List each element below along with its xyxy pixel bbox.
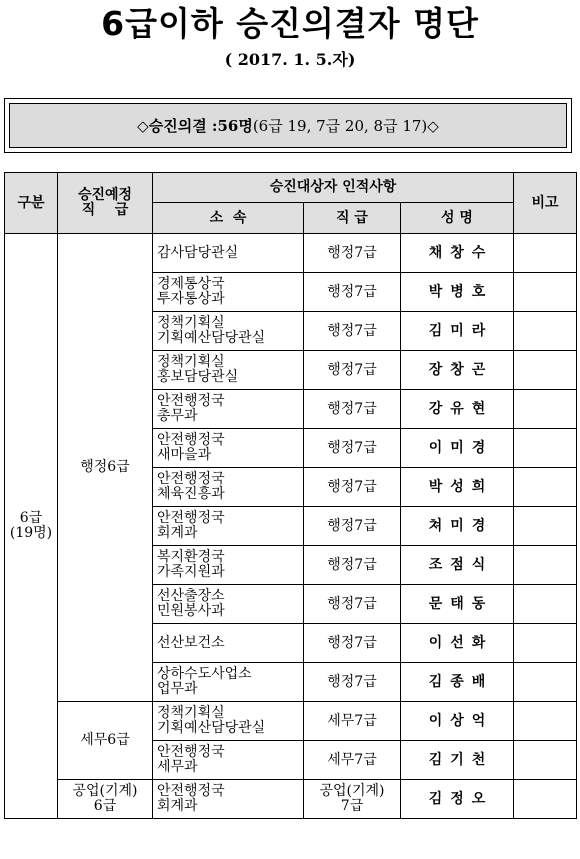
current-grade-line: 행정7급 xyxy=(327,283,377,300)
department-line: 안전행정국 xyxy=(157,432,225,448)
department-line: 체육진흥과 xyxy=(157,486,225,502)
name-cell xyxy=(401,390,514,429)
person-name: 박병호 xyxy=(428,283,494,300)
header-name: 성 명 xyxy=(401,203,514,234)
current-grade-line: 행정7급 xyxy=(327,556,377,573)
summary-box xyxy=(4,98,572,153)
department-line: 감사담당관실 xyxy=(157,245,239,261)
department-cell xyxy=(153,390,304,429)
header-target-grade-line2: 직 급 xyxy=(81,202,129,218)
department-cell xyxy=(153,351,304,390)
target-grade-line1: 공업(기계) xyxy=(72,783,138,799)
department-line: 업무과 xyxy=(157,681,198,697)
target-grade-cell xyxy=(58,702,153,780)
category-cell xyxy=(5,234,58,819)
current-grade-cell xyxy=(304,273,401,312)
department-line: 세무과 xyxy=(157,759,198,775)
name-cell xyxy=(401,624,514,663)
department-cell xyxy=(153,780,304,819)
department-line: 선산보건소 xyxy=(157,635,225,651)
department-line: 안전행정국 xyxy=(157,783,225,799)
name-cell xyxy=(401,741,514,780)
name-cell xyxy=(401,702,514,741)
remarks-cell xyxy=(514,429,577,468)
current-grade-line: 행정7급 xyxy=(327,517,377,534)
person-name: 김종배 xyxy=(428,673,494,690)
target-grade-cell xyxy=(58,780,153,819)
remarks-cell xyxy=(514,273,577,312)
department-line: 경제통상국 xyxy=(157,276,225,292)
header-candidate-info: 승진대상자 인적사항 xyxy=(153,173,514,203)
department-cell xyxy=(153,663,304,702)
department-cell xyxy=(153,234,304,273)
department-line: 기획예산담당관실 xyxy=(157,720,266,736)
person-name: 이선화 xyxy=(428,634,494,651)
current-grade-cell xyxy=(304,234,401,273)
current-grade-cell xyxy=(304,312,401,351)
person-name: 김정오 xyxy=(428,790,494,807)
department-cell xyxy=(153,273,304,312)
name-cell xyxy=(401,234,514,273)
summary-text xyxy=(9,103,567,148)
header-category: 구분 xyxy=(5,173,58,234)
current-grade-cell xyxy=(304,351,401,390)
summary-suffix: ◇ xyxy=(427,116,439,135)
name-cell xyxy=(401,312,514,351)
department-cell xyxy=(153,507,304,546)
department-line: 안전행정국 xyxy=(157,393,225,409)
summary-count: 56명 xyxy=(217,117,253,135)
remarks-cell xyxy=(514,663,577,702)
department-line: 정책기획실 xyxy=(157,315,225,331)
current-grade-cell xyxy=(304,780,401,819)
department-line: 안전행정국 xyxy=(157,744,225,760)
effective-date: ( 2017. 1. 5.자) xyxy=(224,50,356,69)
department-cell xyxy=(153,585,304,624)
current-grade-cell xyxy=(304,429,401,468)
current-grade-line: 행정7급 xyxy=(327,634,377,651)
remarks-cell xyxy=(514,507,577,546)
person-name: 문태동 xyxy=(428,595,494,612)
name-cell xyxy=(401,468,514,507)
current-grade-cell xyxy=(304,468,401,507)
person-name: 김기천 xyxy=(428,751,494,768)
department-line: 복지환경국 xyxy=(157,549,225,565)
department-line: 민원봉사과 xyxy=(157,603,225,619)
department-line: 가족지원과 xyxy=(157,564,225,580)
remarks-cell xyxy=(514,468,577,507)
department-line: 정책기획실 xyxy=(157,354,225,370)
remarks-cell xyxy=(514,234,577,273)
summary-breakdown: (6급 19, 7급 20, 8급 17) xyxy=(252,117,428,135)
department-line: 안전행정국 xyxy=(157,471,225,487)
department-cell xyxy=(153,702,304,741)
current-grade-cell xyxy=(304,390,401,429)
remarks-cell xyxy=(514,390,577,429)
person-name: 강유현 xyxy=(428,400,494,417)
table-row xyxy=(5,234,577,273)
header-remarks: 비고 xyxy=(514,173,577,234)
department-cell xyxy=(153,429,304,468)
remarks-cell xyxy=(514,351,577,390)
person-name: 이상억 xyxy=(428,712,494,729)
current-grade-line: 행정7급 xyxy=(327,478,377,495)
name-cell xyxy=(401,351,514,390)
person-name: 채창수 xyxy=(428,244,494,261)
current-grade-line: 행정7급 xyxy=(327,361,377,378)
department-line: 정책기획실 xyxy=(157,705,225,721)
target-grade-cell xyxy=(58,234,153,702)
summary-prefix: ◇ xyxy=(137,116,149,135)
category-line1: 6급 xyxy=(19,510,43,526)
person-name: 이미경 xyxy=(428,439,494,456)
current-grade-line: 세무7급 xyxy=(327,751,377,768)
current-grade-line: 행정7급 xyxy=(327,673,377,690)
current-grade-line: 행정7급 xyxy=(327,595,377,612)
current-grade-line: 행정7급 xyxy=(327,244,377,261)
department-line: 투자통상과 xyxy=(157,291,225,307)
name-cell xyxy=(401,429,514,468)
person-name: 조점식 xyxy=(428,556,494,573)
remarks-cell xyxy=(514,780,577,819)
header-department: 소 속 xyxy=(153,203,304,234)
remarks-cell xyxy=(514,741,577,780)
current-grade-line: 공업(기계) xyxy=(319,783,385,799)
header-row-top xyxy=(5,173,577,203)
remarks-cell xyxy=(514,624,577,663)
category-line2: (19명) xyxy=(9,525,53,541)
current-grade-cell xyxy=(304,663,401,702)
target-grade-label: 행정6급 xyxy=(80,459,130,475)
department-cell xyxy=(153,624,304,663)
department-line: 상하수도사업소 xyxy=(157,666,252,682)
remarks-cell xyxy=(514,312,577,351)
department-cell xyxy=(153,312,304,351)
target-grade-line2: 6급 xyxy=(93,798,117,814)
remarks-cell xyxy=(514,702,577,741)
current-grade-cell xyxy=(304,624,401,663)
department-line: 회계과 xyxy=(157,525,198,541)
department-line: 기획예산담당관실 xyxy=(157,330,266,346)
name-cell xyxy=(401,546,514,585)
header-target-grade xyxy=(58,173,153,234)
department-line: 회계과 xyxy=(157,798,198,814)
document-title: 6급이하 승진의결자 명단 xyxy=(101,4,479,43)
header-target-grade-line1: 승진예정 xyxy=(77,187,133,203)
name-cell xyxy=(401,585,514,624)
department-cell xyxy=(153,741,304,780)
name-cell xyxy=(401,663,514,702)
current-grade-line: 7급 xyxy=(340,798,364,814)
person-name: 박성희 xyxy=(428,478,494,495)
current-grade-cell xyxy=(304,741,401,780)
current-grade-cell xyxy=(304,507,401,546)
person-name: 쳐미경 xyxy=(428,517,494,534)
remarks-cell xyxy=(514,546,577,585)
department-line: 선산출장소 xyxy=(157,588,225,604)
name-cell xyxy=(401,507,514,546)
current-grade-cell xyxy=(304,585,401,624)
department-line: 안전행정국 xyxy=(157,510,225,526)
target-grade-label: 세무6급 xyxy=(80,732,130,748)
current-grade-line: 행정7급 xyxy=(327,322,377,339)
department-line: 홍보담당관실 xyxy=(157,369,239,385)
person-name: 김미라 xyxy=(428,322,494,339)
remarks-cell xyxy=(514,585,577,624)
current-grade-line: 행정7급 xyxy=(327,400,377,417)
summary-label: 승진의결 : xyxy=(148,117,218,135)
name-cell xyxy=(401,780,514,819)
name-cell xyxy=(401,273,514,312)
department-cell xyxy=(153,546,304,585)
department-line: 새마을과 xyxy=(157,447,212,463)
promotion-table xyxy=(4,172,577,819)
department-cell xyxy=(153,468,304,507)
current-grade-line: 행정7급 xyxy=(327,439,377,456)
department-line: 총무과 xyxy=(157,408,198,424)
current-grade-cell xyxy=(304,702,401,741)
table-row xyxy=(5,702,577,741)
current-grade-cell xyxy=(304,546,401,585)
header-grade: 직 급 xyxy=(304,203,401,234)
table-row xyxy=(5,780,577,819)
person-name: 장창곤 xyxy=(428,361,494,378)
current-grade-line: 세무7급 xyxy=(327,712,377,729)
